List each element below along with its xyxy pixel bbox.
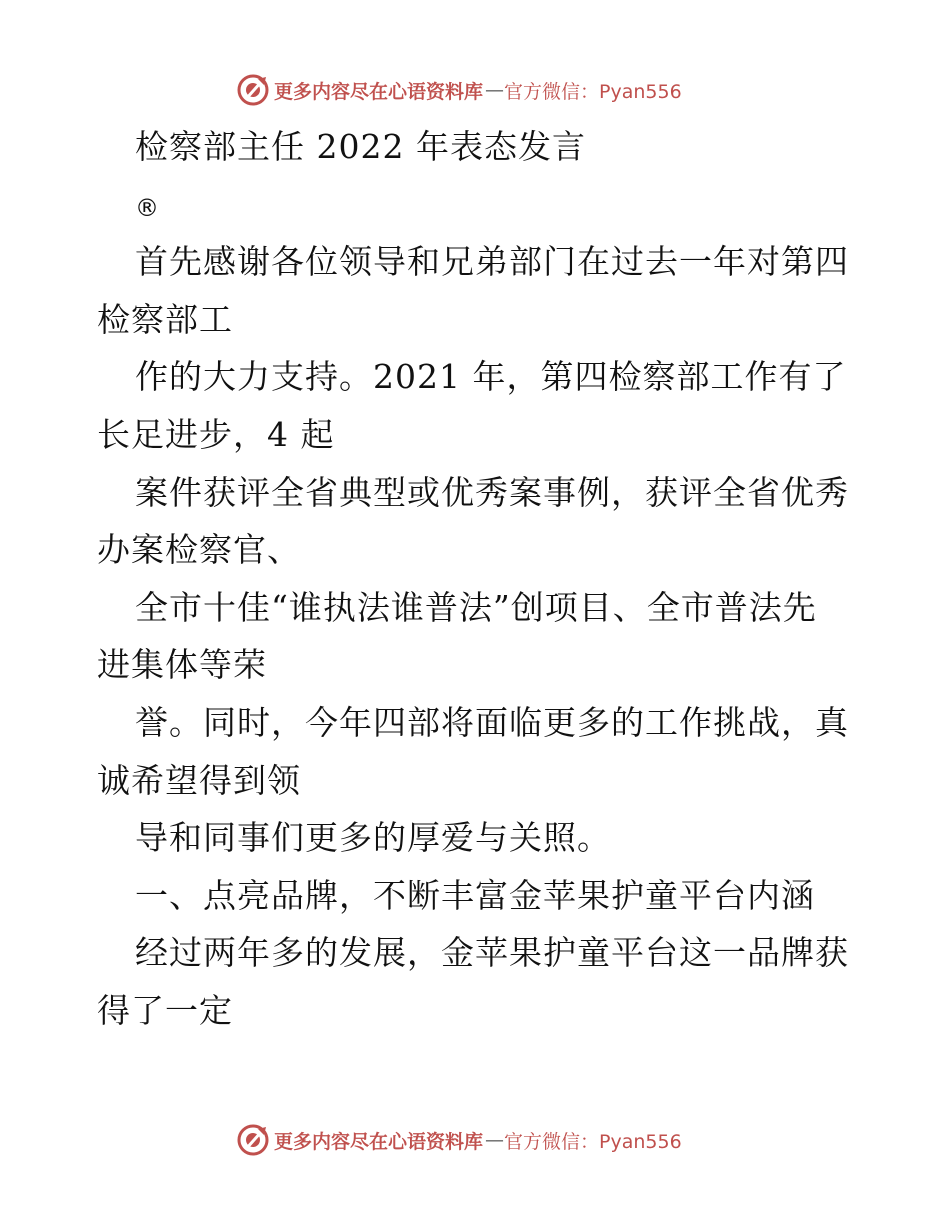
document-lines xyxy=(97,233,867,1039)
document-body xyxy=(97,118,867,1040)
document-line: 案件获评全省典型或优秀案事例，获评全省优秀 xyxy=(135,472,849,512)
document-title: 检察部主任 2022 年表态发言 xyxy=(135,127,586,166)
document-line: 一、点亮品牌，不断丰富金苹果护童平台内涵 xyxy=(135,875,815,915)
document-line: 进集体等荣 xyxy=(97,645,267,685)
document-line: 誉。同时，今年四部将面临更多的工作挑战，真 xyxy=(135,702,849,742)
document-line: 作的大力支持。2021 年，第四检察部工作有了 xyxy=(135,357,847,397)
watermark-separator: — xyxy=(485,79,505,101)
document-line: 全市十佳“谁执法谁普法”创项目、全市普法先 xyxy=(135,587,817,627)
header-watermark xyxy=(236,72,682,108)
watermark-text: 更多内容尽在心语资料库 xyxy=(274,1130,484,1153)
document-line: 得了一定 xyxy=(97,990,233,1030)
watermark-logo-icon xyxy=(236,1123,270,1157)
document-line: 长足进步，4 起 xyxy=(97,414,335,454)
footer-watermark xyxy=(236,1122,682,1158)
watermark-wechat: 官方微信：Pyan556 xyxy=(504,1130,682,1153)
watermark-separator: — xyxy=(485,1129,505,1151)
document-line: 经过两年多的发展，金苹果护童平台这一品牌获 xyxy=(135,933,849,973)
watermark-logo-icon xyxy=(236,73,270,107)
document-line: 诚希望得到领 xyxy=(97,760,301,800)
document-line: 首先感谢各位领导和兄弟部门在过去一年对第四 xyxy=(135,242,849,282)
watermark-text: 更多内容尽在心语资料库 xyxy=(274,80,484,103)
document-mark xyxy=(97,176,867,234)
document-line: 办案检察官、 xyxy=(97,530,301,570)
document-line: 导和同事们更多的厚爱与关照。 xyxy=(135,818,611,858)
watermark-wechat: 官方微信：Pyan556 xyxy=(504,80,682,103)
registered-mark: ® xyxy=(135,193,160,222)
document-line: 检察部工 xyxy=(97,299,233,339)
